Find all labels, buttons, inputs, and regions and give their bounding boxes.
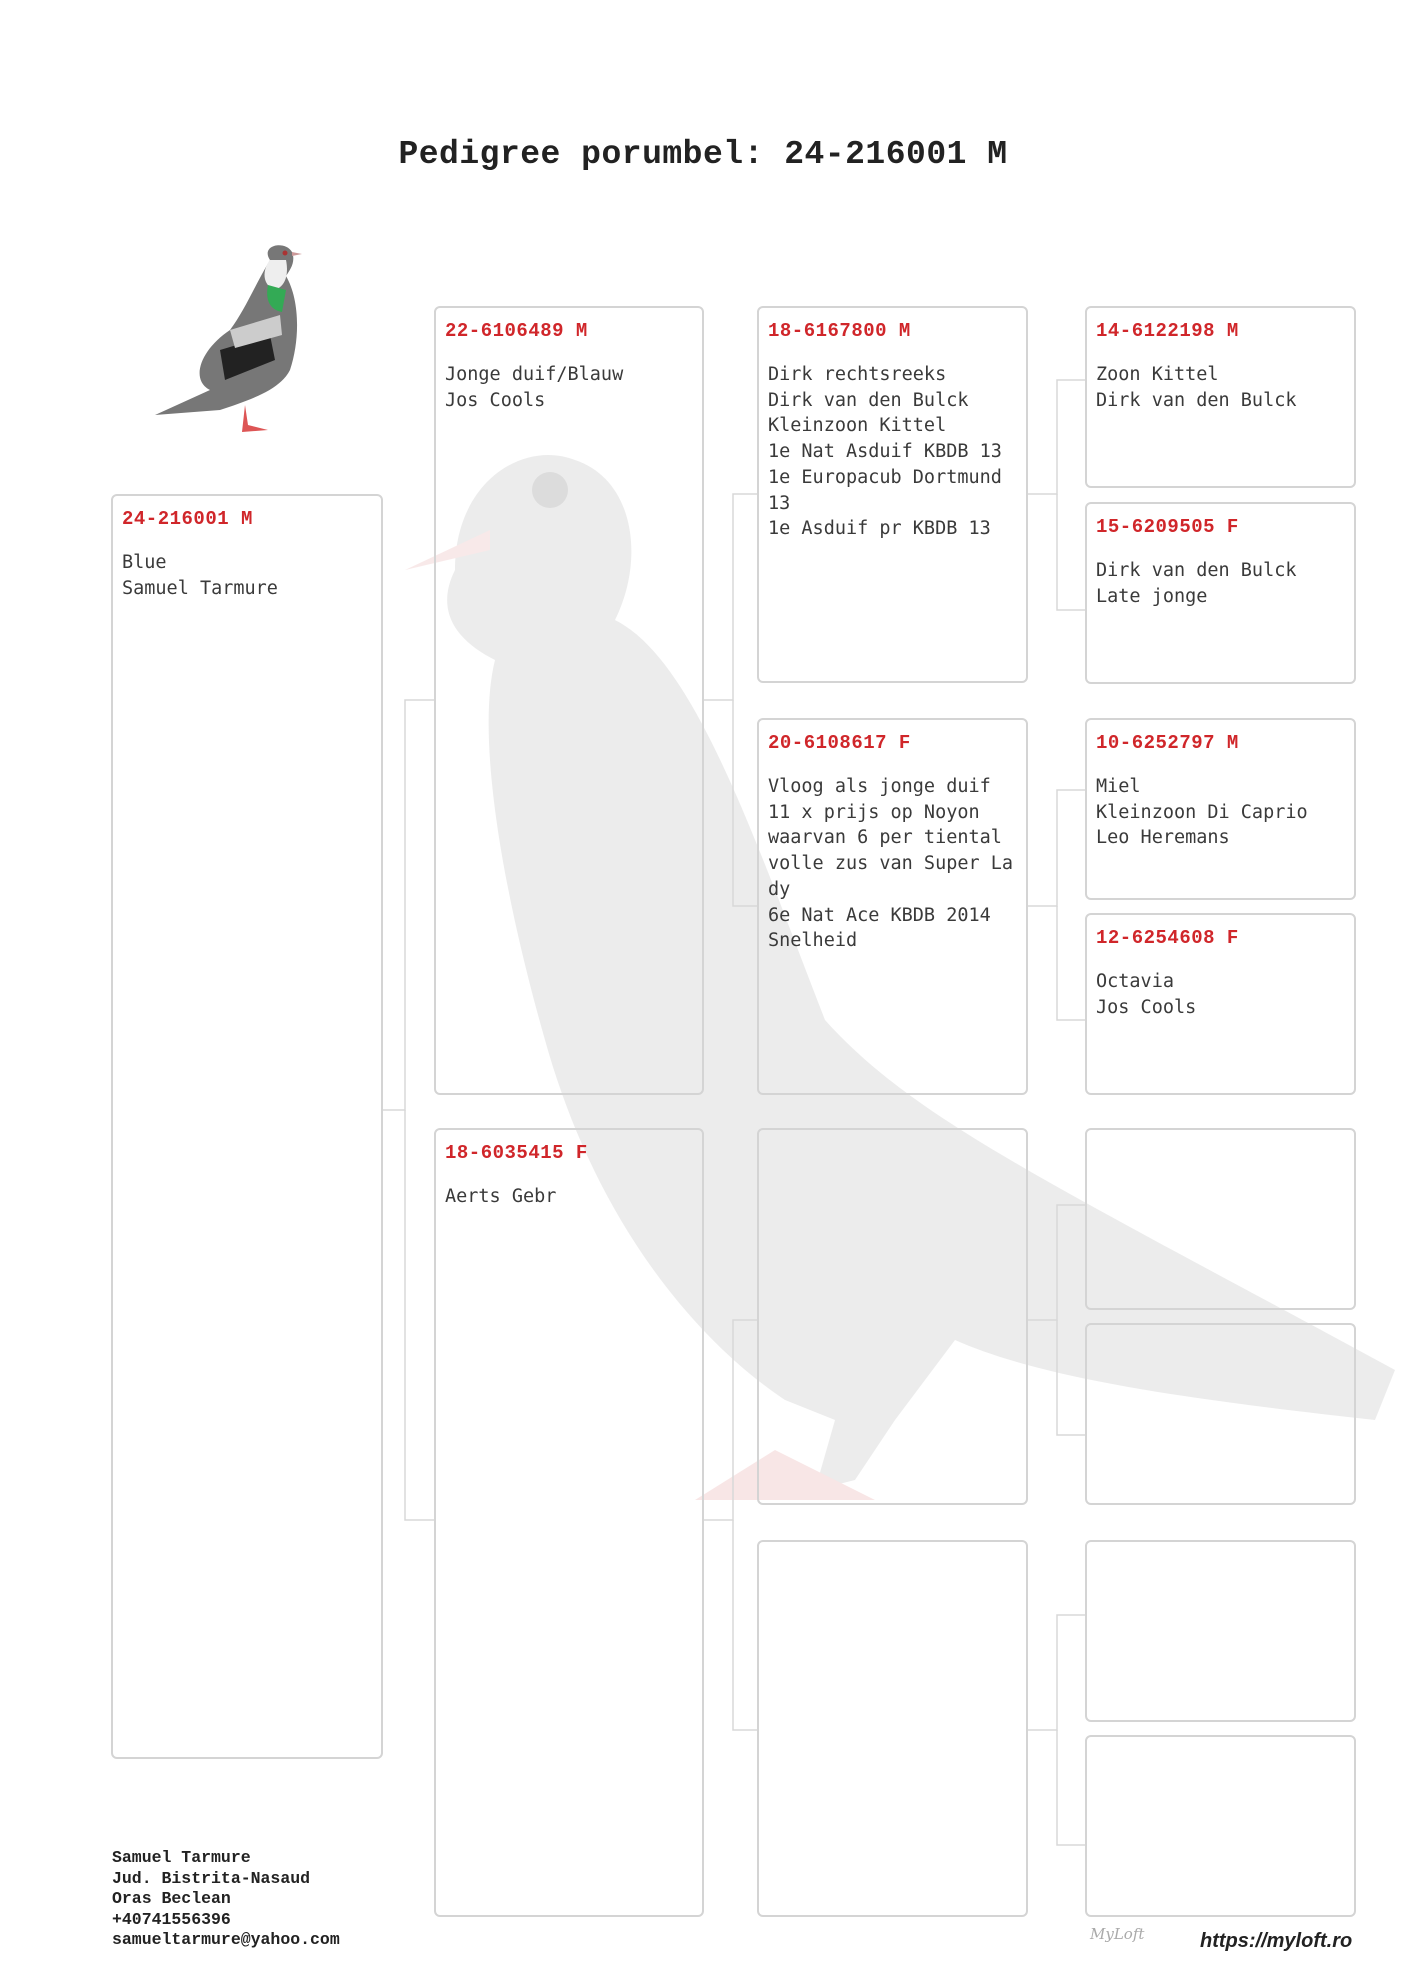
ring-number: 12-6254608 F xyxy=(1096,927,1239,949)
pedigree-card-ds-dam xyxy=(1085,1323,1356,1505)
pedigree-card-dam-dam xyxy=(757,1540,1028,1917)
page-title: Pedigree porumbel: 24-216001 M xyxy=(398,136,1008,173)
card-line: Jos Cools xyxy=(1096,996,1197,1018)
myloft-logo: MyLoft xyxy=(1090,1925,1145,1943)
website-link[interactable]: https://myloft.ro xyxy=(1200,1930,1353,1952)
pedigree-card-sire-dam xyxy=(757,718,1028,1095)
pedigree-card-dam-sire xyxy=(757,1128,1028,1505)
ring-number: 20-6108617 F xyxy=(768,732,911,754)
card-line: Zoon Kittel xyxy=(1096,364,1219,385)
pedigree-card-ds-sire xyxy=(1085,1128,1356,1310)
ring-number: 18-6167800 M xyxy=(768,320,911,342)
pedigree-card-dd-dam xyxy=(1085,1735,1356,1917)
card-line: 1e Europacub Dortmund 13 xyxy=(768,466,1014,514)
card-line: Snelheid xyxy=(768,930,858,952)
card-line: Vloog als jonge duif xyxy=(768,776,991,797)
pigeon-photo xyxy=(150,240,340,440)
card-line: 1e Asduif pr KBDB 13 xyxy=(768,518,991,540)
owner-city: Oras Beclean xyxy=(112,1889,231,1908)
owner-name: Samuel Tarmure xyxy=(112,1848,251,1867)
owner-phone: +40741556396 xyxy=(112,1909,231,1929)
card-line: 1e Nat Asduif KBDB 13 xyxy=(768,441,1002,463)
owner-county: Jud. Bistrita-Nasaud xyxy=(112,1868,311,1888)
ring-number: 22-6106489 M xyxy=(445,320,588,342)
card-line: volle zus van Super Lady xyxy=(768,853,1014,900)
pedigree-card-sire-sire xyxy=(757,306,1028,683)
card-line: waarvan 6 per tiental xyxy=(768,827,1002,849)
card-line: Blue xyxy=(122,552,167,573)
card-line: Kleinzoon Kittel xyxy=(768,415,947,437)
card-line: Dirk van den Bulck xyxy=(768,389,969,411)
ring-number: 24-216001 M xyxy=(122,508,253,530)
pedigree-card-dam xyxy=(434,1128,704,1917)
ring-number: 14-6122198 M xyxy=(1096,320,1239,342)
card-line: Dirk van den Bulck xyxy=(1096,560,1297,581)
card-line: Dirk rechtsreeks xyxy=(768,364,947,385)
pedigree-card-sd-dam xyxy=(1085,913,1356,1095)
pedigree-card-ss-dam xyxy=(1085,502,1356,684)
pedigree-card-sire xyxy=(434,306,704,1095)
card-line: Jonge duif/Blauw xyxy=(445,364,624,385)
card-line: Late jonge xyxy=(1096,585,1208,607)
pedigree-card-subject xyxy=(111,494,383,1759)
pedigree-card-ss-sire xyxy=(1085,306,1356,488)
pedigree-card-sd-sire xyxy=(1085,718,1356,900)
card-line: Miel xyxy=(1096,776,1141,797)
card-line: Leo Heremans xyxy=(1096,827,1230,849)
card-line: Samuel Tarmure xyxy=(122,577,278,599)
card-line: 6e Nat Ace KBDB 2014 xyxy=(768,904,991,926)
ring-number: 10-6252797 M xyxy=(1096,732,1239,754)
ring-number: 18-6035415 F xyxy=(445,1142,588,1164)
card-line: Kleinzoon Di Caprio xyxy=(1096,801,1308,823)
card-line: Jos Cools xyxy=(445,389,546,411)
card-line: Octavia xyxy=(1096,971,1174,992)
card-line: 11 x prijs op Noyon xyxy=(768,801,980,823)
pedigree-card-dd-sire xyxy=(1085,1540,1356,1722)
card-line: Dirk van den Bulck xyxy=(1096,389,1297,411)
owner-contact-block xyxy=(112,1848,340,1951)
owner-email[interactable]: samueltarmure@yahoo.com xyxy=(112,1930,340,1949)
ring-number: 15-6209505 F xyxy=(1096,516,1239,538)
card-line: Aerts Gebr xyxy=(445,1186,557,1207)
